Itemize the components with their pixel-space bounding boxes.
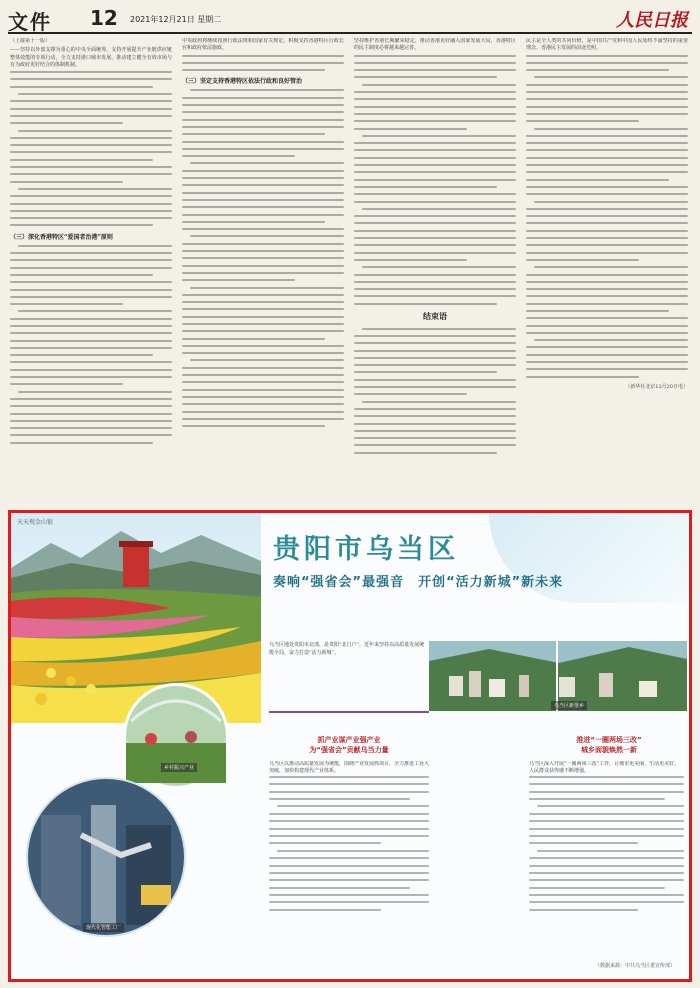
ad-intro <box>269 641 425 657</box>
column-2-subhead: （三）坚定支持香港特区依法行政和良好管治 <box>182 78 303 86</box>
masthead-logo: 人民日报 <box>616 10 688 31</box>
left-headline-line-1: 抓产业谋产业强产业 <box>317 736 381 744</box>
column-1-body-2 <box>10 245 172 444</box>
right-article-text: 乌当区深入开展“一圈两场三改”工作，让城市更美丽、生活更美好，人民群众获得感不断增强。 <box>529 761 680 775</box>
text-column-1 <box>10 38 172 500</box>
column-4-body <box>526 55 688 378</box>
ad-subtitle: 奏响“强省会”最强音 开创“活力新城”新未来 <box>273 575 564 590</box>
column-2-body <box>182 55 344 72</box>
photo-caption-1: 乌当区新堡乡 <box>551 701 587 710</box>
column-3-body <box>354 55 516 305</box>
right-article-body <box>529 761 684 946</box>
page-header <box>8 6 692 34</box>
column-3-body-2 <box>354 328 516 454</box>
ad-title: 贵阳市乌当区 <box>273 534 459 565</box>
left-article-text: 乌当区以推动高质量发展为统揽，围绕产业发展抓项目，全力推进工业大突破，加快构建现代产业体系。 <box>269 761 429 775</box>
continued-note: （上接第十一版） <box>10 38 51 44</box>
column-2-body-2 <box>182 89 344 427</box>
text-column-4 <box>526 38 688 500</box>
news-agency-credit: （新华社北京12月20日电） <box>625 383 688 390</box>
right-headline-line-1: 推进“一圈两场三改” <box>576 736 642 744</box>
text-column-3 <box>354 38 516 500</box>
column-2-paragraph: 中央政府将继续按照行政法规和国家有关规定，积极支持香港特区行政长官和政府依法施政。 <box>182 38 344 52</box>
column-1-body <box>10 71 172 226</box>
page-number: 12 <box>90 6 118 30</box>
photo-caption-2: 现代化智能工厂 <box>83 923 124 932</box>
right-article-headline <box>529 735 689 755</box>
column-3-paragraph: 坚持维护香港长期繁荣稳定，推动香港更好融入国家发展大局，香港特区的民主制度必将越来越完善。 <box>354 38 516 52</box>
left-article-headline <box>269 735 429 755</box>
section-name: 文件 <box>8 10 52 34</box>
issue-date: 2021年12月21日 星期二 <box>130 15 222 24</box>
advertorial-panel <box>8 510 692 982</box>
text-column-2 <box>182 38 344 500</box>
factory-photo <box>21 775 191 940</box>
ad-credit: （数据来源：中共乌当区委宣传部） <box>594 963 675 969</box>
left-article-body <box>269 761 429 946</box>
ad-intro-text: 乌当区地处贵阳市北部，是贵阳“北门户”，近年来坚持以高质量发展统揽全局，奋力打造“活力新城”。 <box>269 642 425 656</box>
left-headline-line-2: 为“强省会”贡献乌当力量 <box>309 746 389 754</box>
column-4-paragraph: 民主是全人类的共同价值，是中国共产党和中国人民始终不渝坚持的重要理念。香港民主发展的前途光明。 <box>526 38 688 52</box>
decorative-divider <box>269 711 429 713</box>
column-1-subhead: （三）深化香港特区“爱国者治港”原则 <box>10 233 113 241</box>
conclusion-title: 结束语 <box>423 311 447 321</box>
right-headline-line-2: 城乡面貌焕然一新 <box>581 746 637 754</box>
photo-caption-3: 乡村振兴产业 <box>161 763 197 772</box>
ad-section-tag: 天天观金山银 <box>17 519 54 526</box>
column-1-paragraph: ——坚持以外部支撑为重心的中央全面统筹，支持开展提升产业链供应链整体效能的专项行动，全力支持港口城市发展，推动建立健全有效市场与有为政府更好结合的体制机制。 <box>10 47 172 68</box>
